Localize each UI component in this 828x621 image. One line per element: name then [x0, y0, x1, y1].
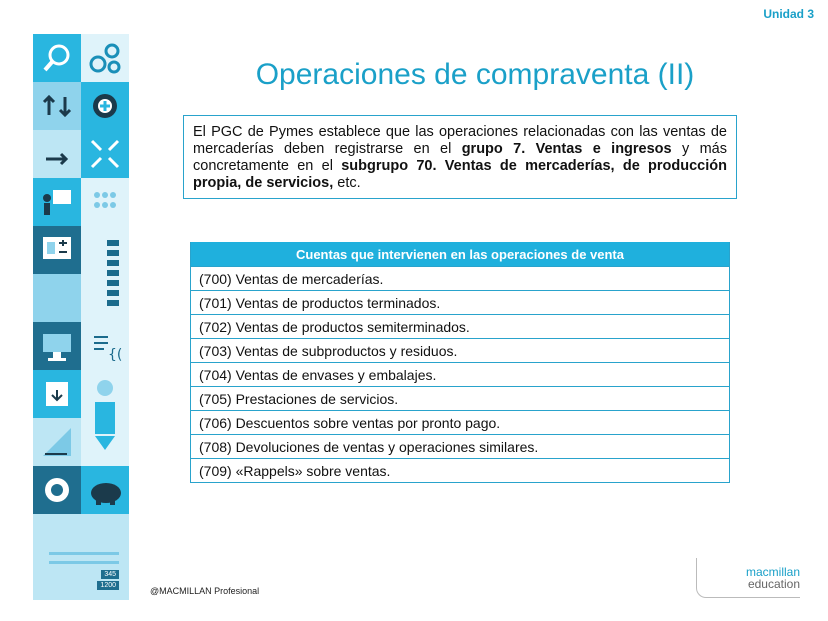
table-row: (703) Ventas de subproductos y residuos. [191, 338, 729, 362]
ledger-number: 1200 [97, 581, 119, 590]
logo-line: macmillan [745, 565, 800, 579]
intro-bold: subgrupo 70. Ventas de mercaderías, de producción propia, de servicios, [193, 158, 727, 191]
table-row: (701) Ventas de productos terminados. [191, 290, 729, 314]
computer-icon [33, 322, 81, 370]
table-row: (706) Descuentos sobre ventas por pronto pago. [191, 410, 729, 434]
unit-label: Unidad 3 [763, 7, 814, 21]
bars-icon [81, 226, 129, 322]
gear-plus-icon [81, 82, 129, 130]
table-row: (702) Ventas de productos semiterminados. [191, 314, 729, 338]
table-row: (709) «Rappels» sobre ventas. [191, 458, 729, 482]
scale-icon [33, 370, 81, 418]
publisher-logo [696, 558, 800, 598]
ledger-icon [33, 514, 129, 600]
pencil-icon [81, 370, 129, 466]
settings-icon [33, 466, 81, 514]
table-row: (704) Ventas de envases y embalajes. [191, 362, 729, 386]
intro-text: y más concretamente en el [193, 141, 727, 174]
abacus-icon [81, 178, 129, 226]
table-header: Cuentas que intervienen en las operaciones de venta [191, 242, 729, 266]
search-icon [33, 34, 81, 82]
copyright-footer: @MACMILLAN Profesional [150, 586, 260, 596]
intro-bold: grupo 7. Ventas e ingresos [461, 141, 672, 157]
table-row: (705) Prestaciones de servicios. [191, 386, 729, 410]
decorative-sidebar [33, 34, 129, 600]
document-icon [81, 322, 129, 370]
arrow-right-icon [33, 130, 81, 178]
svg-text:{(: {( [108, 347, 122, 363]
piggy-bank-icon [81, 466, 129, 514]
table-row: (708) Devoluciones de ventas y operaciones similares. [191, 434, 729, 458]
page-title: Operaciones de compraventa (II) [255, 58, 695, 91]
ledger-number: 345 [101, 570, 119, 579]
converge-icon [81, 130, 129, 178]
table-row: (700) Ventas de mercaderías. [191, 266, 729, 290]
presentation-icon [33, 178, 81, 226]
intro-text: etc. [333, 175, 361, 191]
intro-text: El PGC de Pymes establece que las operaciones relacionadas con las ventas de mercaderías deben registrarse en el [193, 124, 727, 157]
logo-line: education [747, 577, 800, 591]
pattern-tile [33, 274, 81, 322]
intro-box [183, 115, 737, 199]
gears-icon [81, 34, 129, 82]
arrows-icon [33, 82, 81, 130]
accounts-table [190, 242, 730, 483]
calculator-screen-icon [33, 226, 81, 274]
exchange-icon [33, 418, 81, 466]
